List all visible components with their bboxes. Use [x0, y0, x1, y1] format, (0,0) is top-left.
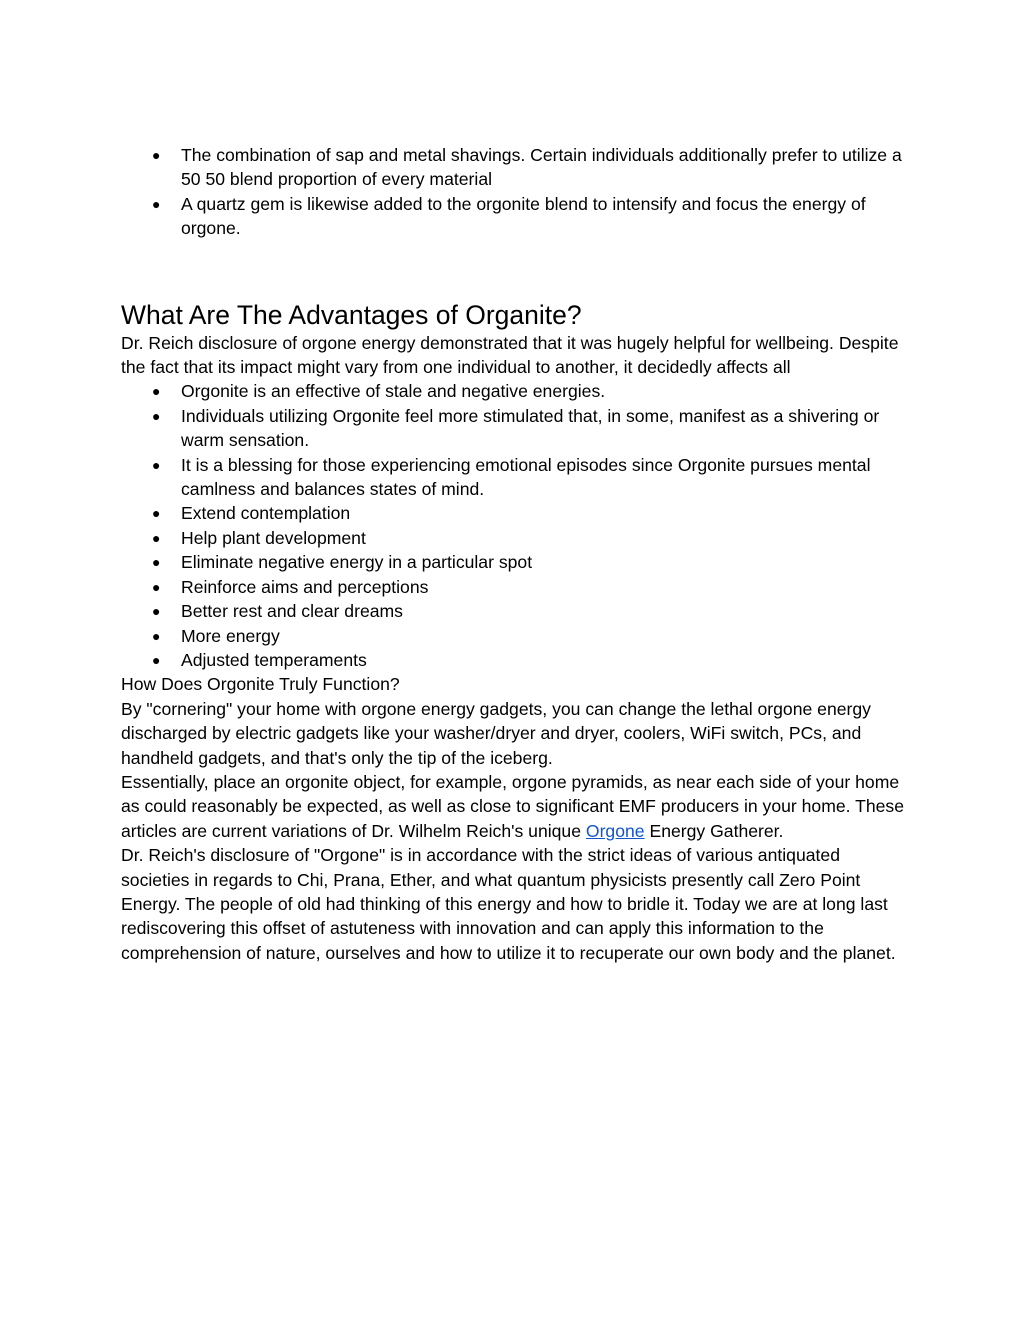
bullet-icon: ● — [152, 505, 161, 522]
bullet-icon: ● — [152, 578, 161, 595]
placement-text-after: Energy Gatherer. — [644, 820, 784, 841]
bullet-icon: ● — [152, 627, 161, 644]
bullet-icon: ● — [152, 383, 161, 400]
list-item-text: Reinforce aims and perceptions — [181, 576, 429, 597]
list-item-text: Better rest and clear dreams — [181, 601, 403, 622]
list-item — [121, 526, 911, 550]
placement-paragraph — [121, 770, 911, 843]
list-item — [121, 404, 911, 453]
list-item-text: Help plant development — [181, 527, 366, 548]
list-item-text: Orgonite is an effective of stale and negative energies. — [181, 381, 606, 402]
cornering-paragraph: By "cornering" your home with orgone energy gadgets, you can change the lethal orgone energy discharged by electric gadgets like your washer/dryer and dryer, coolers, WiFi switch, PCs, and handheld gadgets, and that's only the tip of the iceberg. — [121, 698, 871, 768]
list-item — [121, 575, 911, 599]
document-content — [121, 143, 911, 965]
orgone-link[interactable]: Orgone — [585, 820, 645, 841]
list-item — [121, 550, 911, 574]
list-item — [121, 648, 911, 672]
list-item — [121, 379, 911, 403]
list-item — [121, 599, 911, 623]
list-item-text: Eliminate negative energy in a particular spot — [181, 552, 533, 573]
bullet-icon: ● — [152, 147, 161, 163]
list-item-text: A quartz gem is likewise added to the orgonite blend to intensify and focus the energy of orgone. — [181, 193, 866, 239]
list-item-text: Extend contemplation — [181, 503, 351, 524]
list-item-text: More energy — [181, 625, 280, 646]
placement-text-before: Essentially, place an orgonite object, for example, orgone pyramids, as near each side of your home as could reasonably be expected, as well as close to significant EMF producers in your home. These articles are current variations of Dr. Wilhelm Reich's unique — [121, 771, 905, 841]
bullet-icon: ● — [152, 554, 161, 571]
section-heading: What Are The Advantages of Organite? — [121, 299, 582, 330]
bullet-icon: ● — [152, 407, 161, 424]
subheading: How Does Orgonite Truly Function? — [121, 674, 400, 695]
bullet-icon: ● — [152, 195, 161, 212]
list-item — [121, 192, 911, 241]
list-item-text: The combination of sap and metal shavings. Certain individuals additionally prefer to utilize a 50 50 blend proportion of every material — [181, 145, 902, 190]
list-item-text: Individuals utilizing Orgonite feel more stimulated that, in some, manifest as a shivering or warm sensation. — [181, 405, 880, 451]
list-item — [121, 143, 911, 192]
bullet-icon: ● — [152, 456, 161, 473]
disclosure-paragraph: Dr. Reich's disclosure of "Orgone" is in accordance with the strict ideas of various antiquated societies in regards to Chi, Prana, Ether, and what quantum physicists presently call Zero Point Energy. The people of old had thinking of this energy and how to bridle it. Today we are at long last rediscovering this offset of astuteness with innovation and can apply this information to the comprehension of nature, ourselves and how to utilize it to recuperate our own body and the planet. — [121, 845, 896, 963]
bullet-icon: ● — [152, 603, 161, 620]
bullet-icon: ● — [152, 651, 161, 668]
advantages-list — [121, 379, 911, 672]
bullet-icon: ● — [152, 529, 161, 546]
list-item — [121, 624, 911, 648]
list-item — [121, 501, 911, 525]
list-item — [121, 453, 911, 502]
list-item-text: Adjusted temperaments — [181, 649, 367, 670]
list-item-text: It is a blessing for those experiencing emotional episodes since Orgonite pursues mental camlness and balances states of mind. — [181, 454, 871, 500]
intro-paragraph: Dr. Reich disclosure of orgone energy demonstrated that it was hugely helpful for wellbeing. Despite the fact that its impact might vary from one individual to another, it decidedly affects all — [121, 332, 899, 378]
materials-list — [121, 143, 911, 241]
